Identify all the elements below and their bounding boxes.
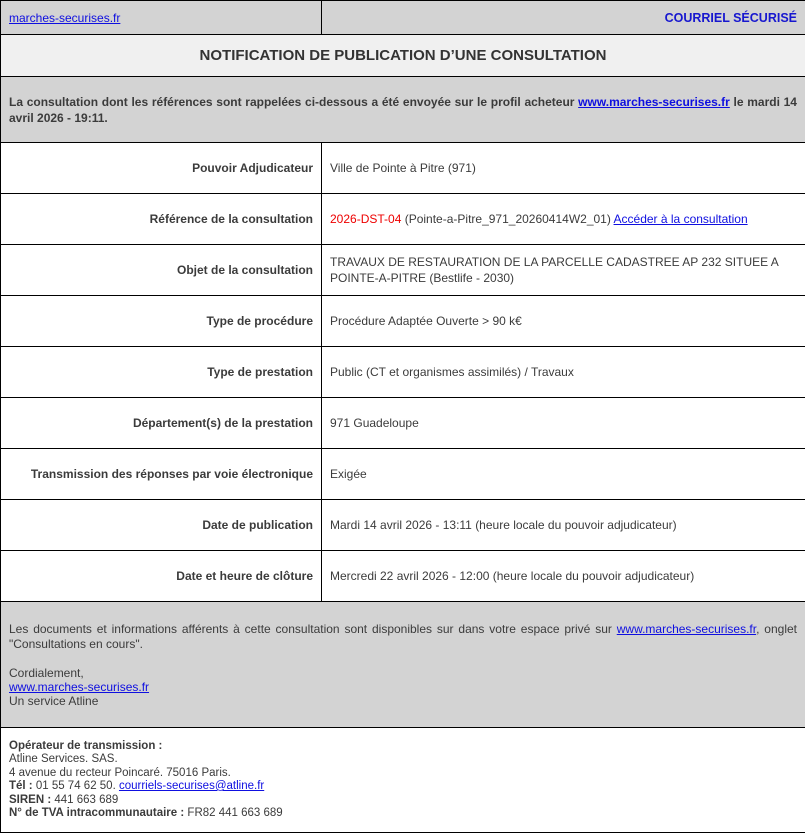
intro-row: [1, 77, 805, 143]
header-row: [1, 1, 805, 35]
operator-tel-line: [9, 780, 797, 794]
value-date-cloture: Mercredi 22 avril 2026 - 12:00 (heure locale du pouvoir adjudicateur): [322, 551, 805, 602]
row-type-procedure: [1, 296, 805, 347]
footer-row: [1, 602, 805, 728]
label-type-procedure: Type de procédure: [1, 296, 322, 347]
operator-block: [1, 728, 805, 833]
label-pouvoir-adjudicateur: Pouvoir Adjudicateur: [1, 143, 322, 194]
footer-closing-link[interactable]: www.marches-securises.fr: [9, 680, 149, 694]
reference-code: 2026-DST-04: [330, 212, 401, 226]
row-transmission: [1, 449, 805, 500]
intro-text-after: le mardi 14 avril 2026 - 19:11.: [9, 95, 797, 125]
secure-mail-label: COURRIEL SÉCURISÉ: [322, 1, 805, 35]
value-date-publication: Mardi 14 avril 2026 - 13:11 (heure locale du pouvoir adjudicateur): [322, 500, 805, 551]
operator-tel-label: Tél :: [9, 780, 33, 792]
row-date-cloture: [1, 551, 805, 602]
label-transmission: Transmission des réponses par voie électronique: [1, 449, 322, 500]
value-transmission: Exigée: [322, 449, 805, 500]
title-row: [1, 35, 805, 77]
label-date-cloture: Date et heure de clôture: [1, 551, 322, 602]
footer-closing: Cordialement,: [9, 666, 797, 680]
label-date-publication: Date de publication: [1, 500, 322, 551]
operator-siren-value: 441 663 689: [51, 794, 118, 806]
operator-address: 4 avenue du recteur Poincaré. 75016 Paris.: [9, 767, 797, 781]
row-objet: [1, 245, 805, 296]
footer-service: Un service Atline: [9, 694, 797, 708]
row-reference: [1, 194, 805, 245]
operator-tva-label: N° de TVA intracommunautaire :: [9, 807, 184, 819]
row-pouvoir-adjudicateur: [1, 143, 805, 194]
operator-company: Atline Services. SAS.: [9, 753, 797, 767]
value-departement: 971 Guadeloupe: [322, 398, 805, 449]
row-date-publication: [1, 500, 805, 551]
operator-heading: Opérateur de transmission :: [9, 740, 797, 754]
operator-tva-line: [9, 807, 797, 821]
intro-paragraph: [1, 77, 805, 143]
label-type-prestation: Type de prestation: [1, 347, 322, 398]
footer-site-link[interactable]: www.marches-securises.fr: [617, 622, 756, 636]
value-type-procedure: Procédure Adaptée Ouverte > 90 k€: [322, 296, 805, 347]
row-type-prestation: [1, 347, 805, 398]
footer-text-after: , onglet "Consultations en cours".: [9, 622, 797, 651]
site-link[interactable]: marches-securises.fr: [9, 11, 120, 25]
value-pouvoir-adjudicateur: Ville de Pointe à Pitre (971): [322, 143, 805, 194]
intro-profile-link[interactable]: www.marches-securises.fr: [578, 95, 730, 109]
operator-tva-value: FR82 441 663 689: [184, 807, 282, 819]
access-consultation-link[interactable]: Accéder à la consultation: [614, 212, 748, 226]
header-left-cell: [1, 1, 322, 35]
intro-text-before: La consultation dont les références sont rappelées ci-dessous a été envoyée sur le profil acheteur: [9, 95, 578, 109]
operator-siren-line: [9, 794, 797, 808]
footer-text-before: Les documents et informations afférents à cette consultation sont disponibles sur dans votre espace privé sur: [9, 622, 617, 636]
label-departement: Département(s) de la prestation: [1, 398, 322, 449]
page-title: NOTIFICATION DE PUBLICATION D’UNE CONSULTATION: [1, 35, 805, 77]
label-reference: Référence de la consultation: [1, 194, 322, 245]
label-objet: Objet de la consultation: [1, 245, 322, 296]
value-type-prestation: Public (CT et organismes assimilés) / Travaux: [322, 347, 805, 398]
value-reference: [322, 194, 805, 245]
footer-block: [1, 602, 805, 728]
operator-email-link[interactable]: courriels-securises@atline.fr: [119, 780, 264, 792]
operator-siren-label: SIREN :: [9, 794, 51, 806]
operator-row: [1, 728, 805, 833]
row-departement: [1, 398, 805, 449]
footer-paragraph: [9, 622, 797, 652]
operator-tel-value: 01 55 74 62 50.: [33, 780, 119, 792]
value-objet: TRAVAUX DE RESTAURATION DE LA PARCELLE CADASTREE AP 232 SITUEE A POINTE-A-PITRE (Bestlife - 2030): [322, 245, 805, 296]
reference-internal-id: (Pointe-a-Pitre_971_20260414W2_01): [401, 212, 613, 226]
